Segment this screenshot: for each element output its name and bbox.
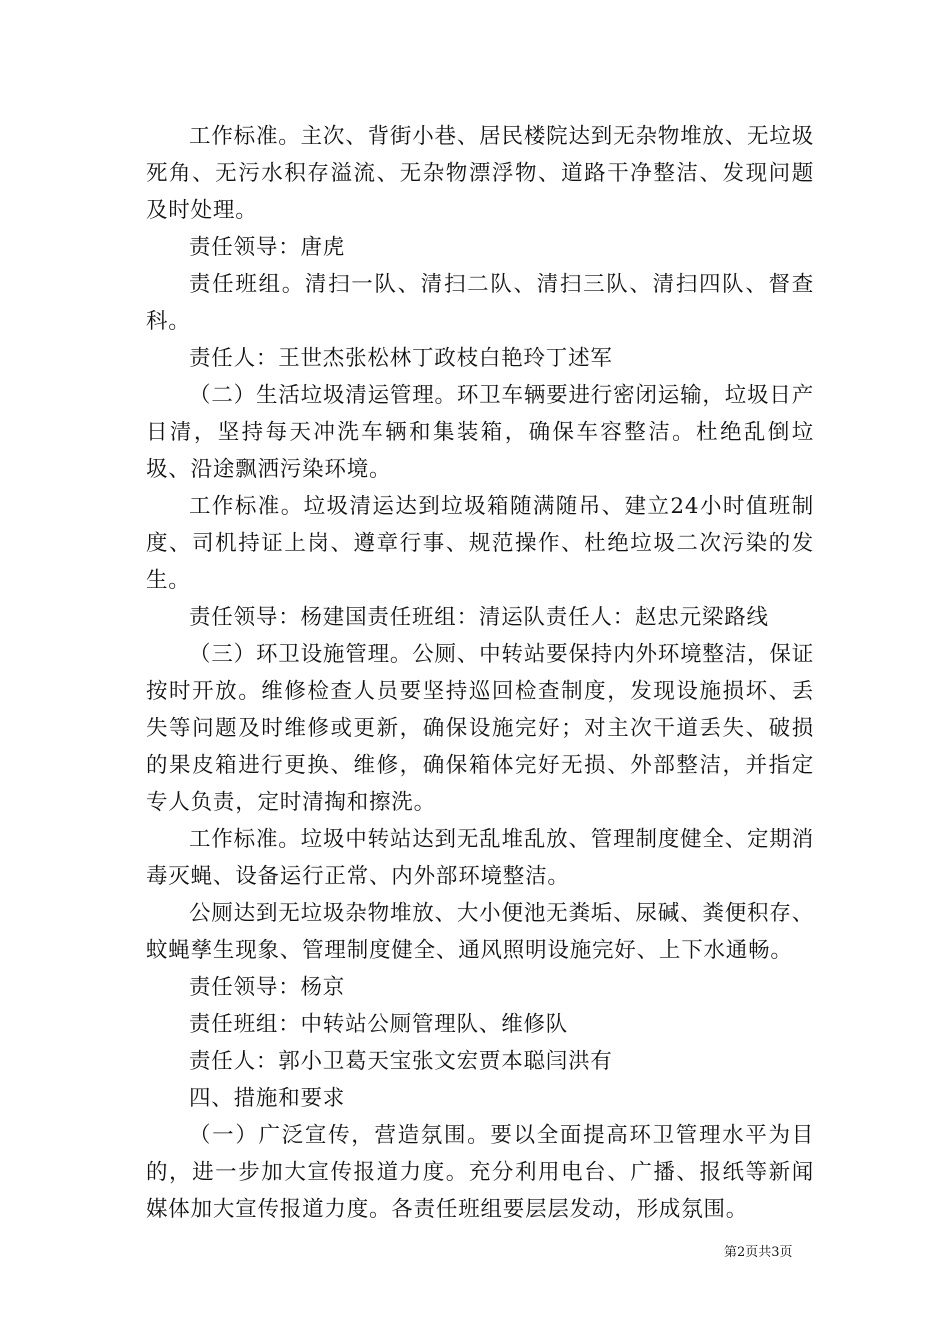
paragraph-responsible-team-1: 责任班组。清扫一队、清扫二队、清扫三队、清扫四队、督查科。	[146, 272, 814, 334]
section-heading-measures: 四、措施和要求	[189, 1086, 346, 1111]
paragraph-garbage-transport: （二）生活垃圾清运管理。环卫车辆要进行密闭运输，垃圾日产日清，坚持每天冲洗车辆和集装箱，确保车容整洁。杜绝乱倒垃圾、沿途飘洒污染环境。	[146, 383, 814, 482]
paragraph-responsible-leader-3: 责任领导：杨京	[189, 975, 346, 1000]
paragraph-transfer-station-standard: 工作标准。垃圾中转站达到无乱堆乱放、管理制度健全、定期消毒灭蝇、设备运行正常、内外部环境整洁。	[146, 827, 814, 889]
paragraph-facility-management: （三）环卫设施管理。公厕、中转站要保持内外环境整洁，保证按时开放。维修检查人员要坚持巡回检查制度，发现设施损坏、丢失等问题及时维修或更新，确保设施完好；对主次干道丢失、破损的果皮箱进行更换、维修，确保箱体完好无损、外部整洁，并指定专人负责，定时清掏和擦洗。	[146, 642, 814, 815]
paragraph-responsible-leader-1: 责任领导：唐虎	[189, 235, 346, 260]
paragraph-sanitation-standard: 工作标准。主次、背街小巷、居民楼院达到无杂物堆放、无垃圾死角、无污水积存溢流、无杂物漂浮物、道路干净整洁、发现问题及时处理。	[146, 124, 814, 223]
paragraph-transport-standard: 工作标准。垃圾清运达到垃圾箱随满随吊、建立24小时值班制度、司机持证上岗、遵章行事、规范操作、杜绝垃圾二次污染的发生。	[146, 494, 814, 593]
paragraph-responsible-2: 责任领导：杨建国责任班组：清运队责任人：赵忠元梁路线	[189, 605, 769, 630]
paragraph-publicity: （一）广泛宣传，营造氛围。要以全面提高环卫管理水平为目的，进一步加大宣传报道力度。充分利用电台、广播、报纸等新闻媒体加大宣传报道力度。各责任班组要层层发动，形成氛围。	[146, 1123, 814, 1222]
page-number-footer: 第2页共3页	[724, 1245, 793, 1260]
document-body	[146, 118, 814, 1228]
paragraph-responsible-team-3: 责任班组：中转站公厕管理队、维修队	[189, 1012, 569, 1037]
paragraph-responsible-persons-1: 责任人：王世杰张松林丁政枝白艳玲丁述军	[189, 346, 613, 371]
paragraph-toilet-standard: 公厕达到无垃圾杂物堆放、大小便池无粪垢、尿碱、粪便积存、蚊蝇孳生现象、管理制度健全、通风照明设施完好、上下水通畅。	[146, 901, 814, 963]
paragraph-responsible-persons-3: 责任人：郭小卫葛天宝张文宏贾本聪闫洪有	[189, 1049, 613, 1074]
